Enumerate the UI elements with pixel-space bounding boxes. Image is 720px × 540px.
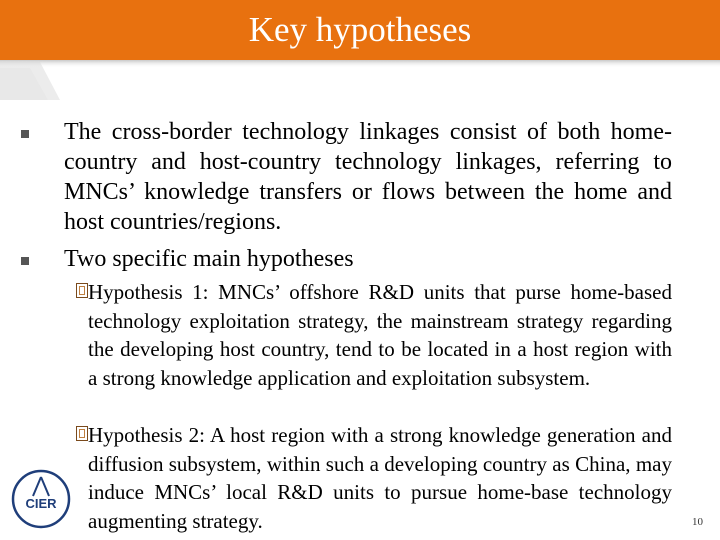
title-bar <box>0 0 720 60</box>
sub-bullet-1 <box>88 278 672 392</box>
bullet-2 <box>64 244 672 274</box>
sub-bullet-2-text: Hypothesis 2: A host region with a strong knowledge generation and diffusion subsystem, within such a developing country as China, may induce MNCs’ local R&D units to pursue home-base technology augmenting strategy. <box>88 423 672 533</box>
hollow-square-bullet-icon <box>76 426 88 441</box>
slide-title: Key hypotheses <box>248 10 472 49</box>
square-bullet-icon <box>21 130 29 138</box>
logo-text: CIER <box>25 496 57 511</box>
page-number: 10 <box>692 516 703 528</box>
sub-bullet-1-text: Hypothesis 1: MNCs’ offshore R&D units that purse home-based technology exploitation strategy, the mainstream strategy regarding the developing host country, tend to be located in a host region with a strong knowledge application and exploitation subsystem. <box>88 280 672 390</box>
bullet-2-text: Two specific main hypotheses <box>64 246 354 272</box>
sub-bullet-2 <box>88 421 672 535</box>
cier-logo <box>10 468 72 530</box>
bullet-1 <box>64 117 672 237</box>
square-bullet-icon <box>21 257 29 265</box>
bullet-1-text: The cross-border technology linkages consist of both home-country and host-country technology linkages, referring to MNCs’ knowledge transfers or flows between the home and host countries/regions. <box>64 119 672 235</box>
hollow-square-bullet-icon <box>76 283 88 298</box>
title-shadow-decoration <box>0 60 720 100</box>
